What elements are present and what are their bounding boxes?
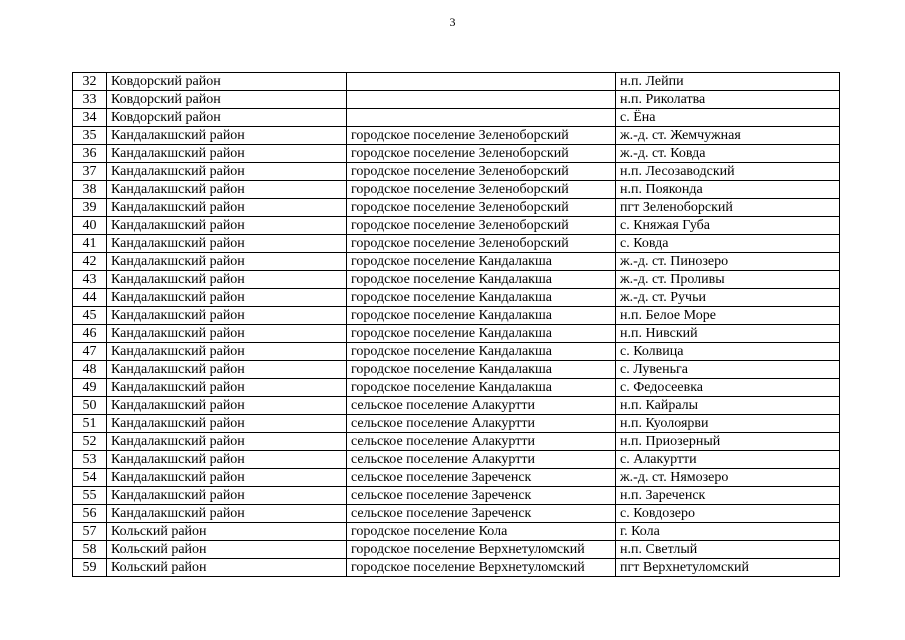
settlement-cell: городское поселение Зеленоборский: [347, 235, 616, 253]
locality-cell: ж.-д. ст. Проливы: [616, 271, 840, 289]
table-row: [73, 451, 840, 469]
row-number-cell: 57: [73, 523, 107, 541]
settlement-cell: [347, 91, 616, 109]
district-cell: Кандалакшский район: [107, 505, 347, 523]
district-cell: Кандалакшский район: [107, 217, 347, 235]
settlement-cell: [347, 73, 616, 91]
locality-cell: н.п. Белое Море: [616, 307, 840, 325]
locality-cell: н.п. Риколатва: [616, 91, 840, 109]
row-number-cell: 56: [73, 505, 107, 523]
district-cell: Кандалакшский район: [107, 253, 347, 271]
row-number-cell: 34: [73, 109, 107, 127]
row-number-cell: 52: [73, 433, 107, 451]
row-number-cell: 32: [73, 73, 107, 91]
district-cell: Кандалакшский район: [107, 397, 347, 415]
row-number-cell: 49: [73, 379, 107, 397]
district-cell: Кандалакшский район: [107, 487, 347, 505]
district-cell: Кольский район: [107, 541, 347, 559]
locality-cell: н.п. Кайралы: [616, 397, 840, 415]
row-number-cell: 35: [73, 127, 107, 145]
settlement-cell: городское поселение Верхнетуломский: [347, 541, 616, 559]
table-row: [73, 217, 840, 235]
table-row: [73, 397, 840, 415]
settlement-cell: городское поселение Кандалакша: [347, 307, 616, 325]
row-number-cell: 42: [73, 253, 107, 271]
locality-cell: н.п. Лейпи: [616, 73, 840, 91]
settlement-cell: городское поселение Кандалакша: [347, 361, 616, 379]
table-row: [73, 253, 840, 271]
district-cell: Кольский район: [107, 559, 347, 577]
table-row: [73, 433, 840, 451]
settlement-cell: городское поселение Зеленоборский: [347, 163, 616, 181]
district-cell: Кандалакшский район: [107, 379, 347, 397]
row-number-cell: 41: [73, 235, 107, 253]
row-number-cell: 46: [73, 325, 107, 343]
table-row: [73, 145, 840, 163]
settlement-cell: сельское поселение Алакуртти: [347, 415, 616, 433]
district-cell: Кандалакшский район: [107, 469, 347, 487]
row-number-cell: 58: [73, 541, 107, 559]
settlement-cell: сельское поселение Зареченск: [347, 487, 616, 505]
settlement-cell: городское поселение Кола: [347, 523, 616, 541]
table-row: [73, 235, 840, 253]
settlement-cell: городское поселение Кандалакша: [347, 289, 616, 307]
table-row: [73, 289, 840, 307]
settlement-cell: городское поселение Зеленоборский: [347, 199, 616, 217]
row-number-cell: 33: [73, 91, 107, 109]
settlement-cell: [347, 109, 616, 127]
row-number-cell: 39: [73, 199, 107, 217]
district-cell: Кандалакшский район: [107, 145, 347, 163]
table-row: [73, 361, 840, 379]
table-row: [73, 127, 840, 145]
settlement-cell: городское поселение Верхнетуломский: [347, 559, 616, 577]
table-row: [73, 505, 840, 523]
district-cell: Кандалакшский район: [107, 451, 347, 469]
locality-cell: ж.-д. ст. Нямозеро: [616, 469, 840, 487]
table-row: [73, 325, 840, 343]
district-cell: Ковдорский район: [107, 73, 347, 91]
locality-cell: н.п. Лесозаводский: [616, 163, 840, 181]
settlement-cell: городское поселение Кандалакша: [347, 271, 616, 289]
settlement-cell: городское поселение Кандалакша: [347, 343, 616, 361]
row-number-cell: 44: [73, 289, 107, 307]
locality-cell: н.п. Приозерный: [616, 433, 840, 451]
settlement-cell: городское поселение Зеленоборский: [347, 217, 616, 235]
locality-cell: с. Ёна: [616, 109, 840, 127]
table-row: [73, 181, 840, 199]
row-number-cell: 37: [73, 163, 107, 181]
table-row: [73, 343, 840, 361]
district-cell: Кандалакшский район: [107, 307, 347, 325]
district-cell: Кольский район: [107, 523, 347, 541]
district-cell: Кандалакшский район: [107, 415, 347, 433]
district-cell: Кандалакшский район: [107, 163, 347, 181]
locality-cell: с. Федосеевка: [616, 379, 840, 397]
settlement-cell: сельское поселение Алакуртти: [347, 433, 616, 451]
settlement-cell: сельское поселение Алакуртти: [347, 397, 616, 415]
locality-cell: н.п. Куолоярви: [616, 415, 840, 433]
district-cell: Кандалакшский район: [107, 361, 347, 379]
locality-cell: с. Колвица: [616, 343, 840, 361]
row-number-cell: 48: [73, 361, 107, 379]
district-cell: Кандалакшский район: [107, 289, 347, 307]
settlement-cell: сельское поселение Зареченск: [347, 505, 616, 523]
table-body: [73, 73, 840, 577]
locality-cell: с. Алакуртти: [616, 451, 840, 469]
row-number-cell: 59: [73, 559, 107, 577]
row-number-cell: 50: [73, 397, 107, 415]
row-number-cell: 54: [73, 469, 107, 487]
locality-cell: н.п. Зареченск: [616, 487, 840, 505]
locality-cell: ж.-д. ст. Ковда: [616, 145, 840, 163]
locality-cell: н.п. Светлый: [616, 541, 840, 559]
row-number-cell: 43: [73, 271, 107, 289]
locality-cell: с. Княжая Губа: [616, 217, 840, 235]
locality-cell: ж.-д. ст. Пинозеро: [616, 253, 840, 271]
district-cell: Кандалакшский район: [107, 127, 347, 145]
row-number-cell: 47: [73, 343, 107, 361]
settlement-cell: городское поселение Кандалакша: [347, 379, 616, 397]
locality-cell: с. Ковдозеро: [616, 505, 840, 523]
table-row: [73, 523, 840, 541]
locality-cell: с. Ковда: [616, 235, 840, 253]
table-row: [73, 307, 840, 325]
table-row: [73, 109, 840, 127]
row-number-cell: 51: [73, 415, 107, 433]
district-cell: Кандалакшский район: [107, 199, 347, 217]
table-row: [73, 271, 840, 289]
district-cell: Ковдорский район: [107, 109, 347, 127]
table-row: [73, 487, 840, 505]
table-row: [73, 541, 840, 559]
district-cell: Кандалакшский район: [107, 271, 347, 289]
table-row: [73, 469, 840, 487]
locality-cell: пгт Зеленоборский: [616, 199, 840, 217]
page-number: 3: [449, 15, 456, 29]
locality-cell: ж.-д. ст. Жемчужная: [616, 127, 840, 145]
settlement-cell: городское поселение Кандалакша: [347, 253, 616, 271]
row-number-cell: 38: [73, 181, 107, 199]
row-number-cell: 53: [73, 451, 107, 469]
district-cell: Кандалакшский район: [107, 181, 347, 199]
settlement-cell: городское поселение Кандалакша: [347, 325, 616, 343]
row-number-cell: 45: [73, 307, 107, 325]
locality-cell: пгт Верхнетуломский: [616, 559, 840, 577]
row-number-cell: 36: [73, 145, 107, 163]
table-row: [73, 199, 840, 217]
locality-cell: н.п. Нивский: [616, 325, 840, 343]
settlement-cell: городское поселение Зеленоборский: [347, 181, 616, 199]
table-row: [73, 163, 840, 181]
district-cell: Кандалакшский район: [107, 235, 347, 253]
district-cell: Кандалакшский район: [107, 325, 347, 343]
row-number-cell: 55: [73, 487, 107, 505]
table-row: [73, 91, 840, 109]
locality-cell: ж.-д. ст. Ручьи: [616, 289, 840, 307]
row-number-cell: 40: [73, 217, 107, 235]
settlement-cell: городское поселение Зеленоборский: [347, 127, 616, 145]
district-cell: Кандалакшский район: [107, 343, 347, 361]
settlement-cell: сельское поселение Алакуртти: [347, 451, 616, 469]
settlement-cell: городское поселение Зеленоборский: [347, 145, 616, 163]
settlements-table: [72, 72, 840, 577]
table-row: [73, 73, 840, 91]
table-row: [73, 559, 840, 577]
locality-cell: г. Кола: [616, 523, 840, 541]
settlement-cell: сельское поселение Зареченск: [347, 469, 616, 487]
table-row: [73, 415, 840, 433]
district-cell: Кандалакшский район: [107, 433, 347, 451]
locality-cell: с. Лувеньга: [616, 361, 840, 379]
locality-cell: н.п. Пояконда: [616, 181, 840, 199]
table-row: [73, 379, 840, 397]
district-cell: Ковдорский район: [107, 91, 347, 109]
